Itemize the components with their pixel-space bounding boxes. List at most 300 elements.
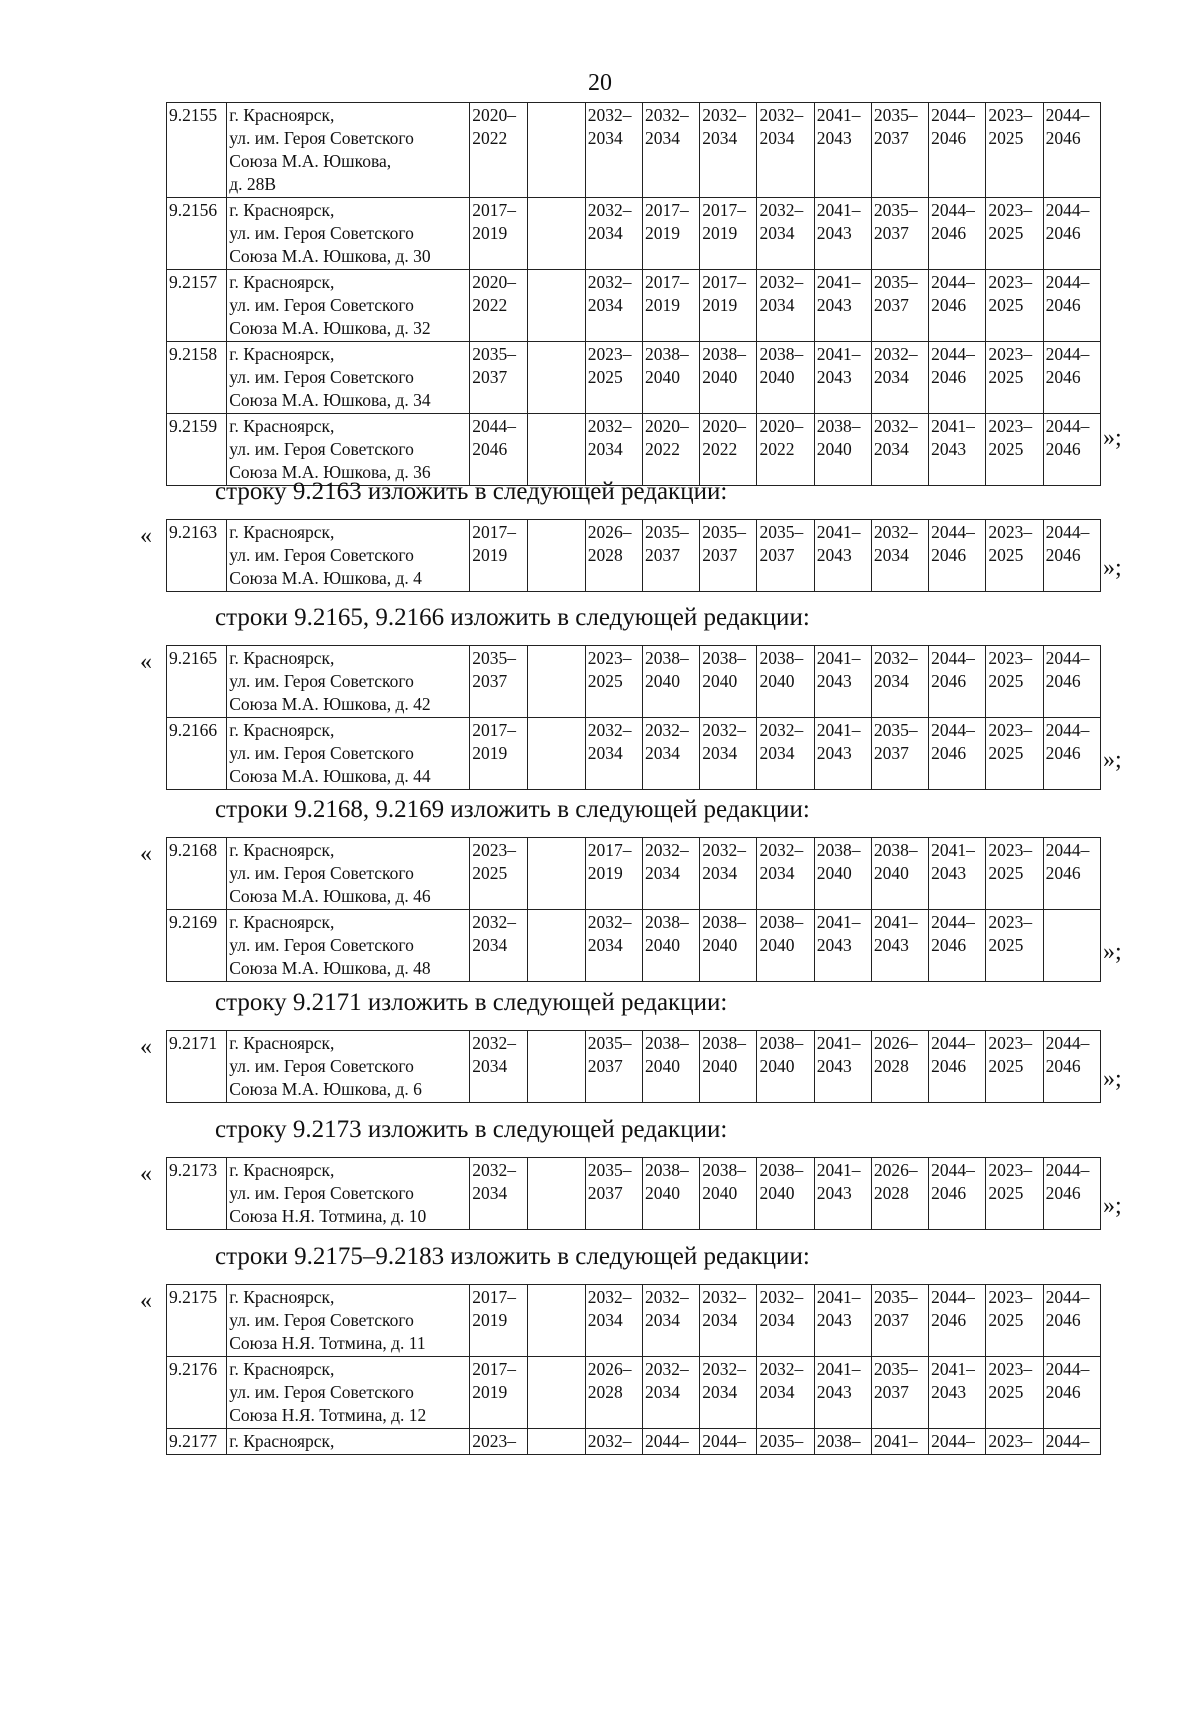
period-cell (757, 646, 814, 718)
period-line: 2038– (644, 344, 689, 364)
period-cell (470, 718, 527, 790)
close-quote: »; (1103, 939, 1122, 965)
open-quote: « (140, 1034, 152, 1060)
period-line: 2040 (644, 367, 680, 387)
period-line: 2041– (816, 1033, 861, 1053)
period-line: 2038– (816, 416, 861, 436)
address-cell (227, 1429, 470, 1455)
period-line: 2023– (988, 720, 1033, 740)
close-quote: »; (1103, 555, 1122, 581)
period-cell (470, 103, 527, 198)
period-line: 2032– (587, 105, 632, 125)
period-cell (585, 1429, 642, 1455)
row-number: 9.2176 (167, 1357, 227, 1429)
period-line: 2017– (472, 720, 517, 740)
period-line: 2020– (644, 416, 689, 436)
empty-cell (527, 414, 585, 486)
period-line: 2035– (587, 1033, 632, 1053)
period-line: 2032– (759, 272, 804, 292)
period-line: 2032– (644, 720, 689, 740)
address-line: г. Красноярск, (229, 1160, 335, 1180)
period-cell (814, 838, 871, 910)
address-line: г. Красноярск, (229, 522, 335, 542)
period-line: 2034 (587, 1310, 623, 1330)
empty-cell (527, 646, 585, 718)
period-line: 2043 (816, 295, 852, 315)
period-line: 2019 (587, 863, 623, 883)
period-cell (470, 646, 527, 718)
period-line: 2023– (988, 1287, 1033, 1307)
period-cell (585, 1357, 642, 1429)
period-cell (986, 718, 1043, 790)
period-cell (700, 646, 757, 718)
empty-cell (527, 1158, 585, 1230)
period-line: 2041– (931, 1359, 975, 1379)
period-line: 2022 (472, 128, 508, 148)
address-line: г. Красноярск, (229, 1033, 335, 1053)
period-line: 2043 (816, 671, 852, 691)
period-line: 2023– (988, 840, 1033, 860)
period-line: 2035– (873, 1287, 918, 1307)
period-line: 2022 (644, 439, 680, 459)
section-heading: строки 9.2165, 9.2166 изложить в следующей редакции: (215, 604, 810, 631)
section-heading: строки 9.2175–9.2183 изложить в следующей редакции: (215, 1243, 810, 1270)
period-cell (470, 1158, 527, 1230)
period-line: 2025 (988, 367, 1024, 387)
period-line: 2032– (702, 720, 746, 740)
period-cell (700, 838, 757, 910)
period-cell (642, 1429, 699, 1455)
period-line: 2032– (472, 1160, 517, 1180)
empty-cell (527, 718, 585, 790)
period-cell (1043, 1031, 1100, 1103)
period-line: 2046 (931, 128, 967, 148)
period-line: 2044– (1045, 1287, 1090, 1307)
period-cell (700, 1031, 757, 1103)
address-line: г. Красноярск, (229, 840, 335, 860)
period-line: 2025 (988, 935, 1024, 955)
period-cell (986, 198, 1043, 270)
address-line: ул. им. Героя Советского (229, 863, 414, 883)
empty-cell (527, 1357, 585, 1429)
period-line: 2041– (816, 1359, 861, 1379)
period-cell (700, 1357, 757, 1429)
period-cell (757, 1031, 814, 1103)
address-line: г. Красноярск, (229, 416, 335, 436)
period-line: 2022 (702, 439, 738, 459)
period-cell (1043, 1357, 1100, 1429)
period-line: 2023– (988, 648, 1033, 668)
period-line: 2037 (873, 295, 909, 315)
address-cell (227, 414, 470, 486)
period-line: 2038– (759, 1160, 804, 1180)
period-line: 2023– (988, 416, 1033, 436)
period-cell (470, 1285, 527, 1357)
period-line: 2044– (1045, 1160, 1090, 1180)
period-cell (700, 342, 757, 414)
period-line: 2044– (931, 1431, 975, 1451)
period-line: 2025 (988, 128, 1024, 148)
period-line: 2046 (1045, 671, 1081, 691)
period-line: 2041– (873, 1431, 918, 1451)
period-cell (585, 270, 642, 342)
period-line: 2034 (873, 671, 909, 691)
period-cell (814, 198, 871, 270)
period-cell (470, 838, 527, 910)
period-line: 2032– (644, 840, 689, 860)
amendment-table (166, 519, 1101, 592)
period-cell (871, 1031, 928, 1103)
period-line: 2035– (759, 1431, 804, 1451)
period-line: 2046 (1045, 1183, 1081, 1203)
period-line: 2046 (472, 439, 508, 459)
period-line: 2034 (644, 1310, 680, 1330)
period-line: 2034 (873, 545, 909, 565)
period-line: 2034 (873, 439, 909, 459)
period-line: 2046 (931, 1310, 967, 1330)
period-line: 2040 (759, 367, 795, 387)
period-cell (757, 718, 814, 790)
period-cell (757, 342, 814, 414)
period-line: 2035– (873, 272, 918, 292)
period-line: 2019 (644, 223, 680, 243)
address-cell (227, 838, 470, 910)
period-line: 2026– (873, 1033, 918, 1053)
period-cell (986, 1031, 1043, 1103)
period-line: 2040 (759, 1183, 795, 1203)
period-line: 2040 (702, 1183, 738, 1203)
period-line: 2032– (873, 344, 918, 364)
period-line: 2034 (759, 863, 795, 883)
period-cell (470, 414, 527, 486)
page-number: 20 (588, 70, 612, 96)
period-cell (700, 910, 757, 982)
period-cell (871, 718, 928, 790)
period-cell (929, 910, 986, 982)
period-cell (871, 1357, 928, 1429)
period-line: 2017– (644, 272, 689, 292)
address-line: Союза М.А. Юшкова, д. 30 (229, 246, 431, 266)
address-line: ул. им. Героя Советского (229, 545, 414, 565)
period-line: 2035– (873, 105, 918, 125)
period-line: 2022 (472, 295, 508, 315)
period-line: 2044– (1045, 522, 1090, 542)
period-line: 2023– (988, 272, 1033, 292)
period-cell (871, 103, 928, 198)
period-line: 2034 (702, 1310, 738, 1330)
address-line: г. Красноярск, (229, 648, 335, 668)
period-cell (871, 342, 928, 414)
period-cell (929, 414, 986, 486)
period-cell (871, 838, 928, 910)
row-number: 9.2175 (167, 1285, 227, 1357)
period-cell (814, 646, 871, 718)
address-line: г. Красноярск, (229, 720, 335, 740)
period-cell (585, 520, 642, 592)
period-cell (814, 1031, 871, 1103)
period-line: 2037 (759, 545, 795, 565)
period-line: 2046 (931, 671, 967, 691)
period-cell (929, 718, 986, 790)
period-line: 2026– (587, 1359, 632, 1379)
period-line: 2032– (644, 1287, 689, 1307)
period-line: 2037 (873, 1310, 909, 1330)
period-line: 2017– (702, 272, 746, 292)
period-line: 2041– (816, 200, 861, 220)
period-cell (642, 1285, 699, 1357)
period-line: 2044– (931, 720, 975, 740)
period-line: 2038– (702, 1160, 746, 1180)
period-line: 2046 (931, 545, 967, 565)
period-line: 2044– (1045, 1359, 1090, 1379)
row-number: 9.2158 (167, 342, 227, 414)
period-line: 2023– (587, 648, 632, 668)
address-cell (227, 1158, 470, 1230)
row-number: 9.2157 (167, 270, 227, 342)
period-line: 2043 (816, 1056, 852, 1076)
period-line: 2046 (1045, 1382, 1081, 1402)
period-line: 2025 (988, 863, 1024, 883)
table-row (167, 1357, 1101, 1429)
period-line: 2038– (644, 648, 689, 668)
period-line: 2037 (587, 1183, 623, 1203)
period-line: 2035– (873, 200, 918, 220)
period-line: 2025 (988, 545, 1024, 565)
period-line: 2041– (931, 840, 975, 860)
period-line: 2025 (988, 671, 1024, 691)
period-line: 2032– (759, 720, 804, 740)
period-line: 2032– (472, 912, 517, 932)
period-cell (929, 646, 986, 718)
period-line: 2023– (988, 200, 1033, 220)
period-line: 2043 (931, 1382, 967, 1402)
period-cell (585, 1285, 642, 1357)
address-line: г. Красноярск, (229, 1431, 335, 1451)
period-line: 2032– (759, 1359, 804, 1379)
period-line: 2046 (931, 935, 967, 955)
period-cell (929, 1429, 986, 1455)
period-line: 2034 (644, 128, 680, 148)
period-line: 2032– (587, 720, 632, 740)
period-line: 2020– (472, 105, 517, 125)
period-line: 2035– (644, 522, 689, 542)
period-line: 2043 (816, 1310, 852, 1330)
period-cell (986, 1285, 1043, 1357)
period-line: 2032– (587, 416, 632, 436)
period-line: 2025 (587, 367, 623, 387)
period-line: 2034 (587, 223, 623, 243)
period-cell (814, 103, 871, 198)
period-line: 2023– (988, 1359, 1033, 1379)
address-line: ул. им. Героя Советского (229, 935, 414, 955)
address-line: Союза М.А. Юшкова, (229, 151, 392, 171)
period-cell (642, 198, 699, 270)
period-cell (871, 646, 928, 718)
period-line: 2025 (988, 1056, 1024, 1076)
period-cell (814, 520, 871, 592)
period-cell (585, 103, 642, 198)
period-cell (871, 520, 928, 592)
period-line: 2019 (472, 545, 508, 565)
period-line: 2037 (644, 545, 680, 565)
address-line: ул. им. Героя Советского (229, 295, 414, 315)
period-cell (1043, 103, 1100, 198)
address-line: ул. им. Героя Советского (229, 1183, 414, 1203)
period-cell (1043, 414, 1100, 486)
address-line: г. Красноярск, (229, 105, 335, 125)
open-quote: « (140, 1161, 152, 1187)
period-line: 2025 (988, 439, 1024, 459)
period-cell (871, 270, 928, 342)
period-line: 2041– (816, 272, 861, 292)
period-line: 2032– (702, 1359, 746, 1379)
period-line: 2044– (931, 648, 975, 668)
period-cell (700, 1429, 757, 1455)
section-heading: строки 9.2168, 9.2169 изложить в следующей редакции: (215, 796, 810, 823)
period-line: 2046 (1045, 1310, 1081, 1330)
address-line: ул. им. Героя Советского (229, 1310, 414, 1330)
amendment-table (166, 1157, 1101, 1230)
period-line: 2034 (702, 743, 738, 763)
period-line: 2034 (759, 743, 795, 763)
period-line: 2041– (816, 720, 861, 740)
period-cell (871, 414, 928, 486)
period-line: 2041– (816, 344, 861, 364)
period-line: 2026– (873, 1160, 918, 1180)
period-cell (700, 1285, 757, 1357)
period-line: 2023– (988, 522, 1033, 542)
period-cell (700, 718, 757, 790)
period-line: 2046 (931, 1183, 967, 1203)
empty-cell (527, 270, 585, 342)
period-cell (986, 1158, 1043, 1230)
period-line: 2038– (873, 840, 918, 860)
period-line: 2034 (587, 935, 623, 955)
period-cell (757, 103, 814, 198)
address-cell (227, 718, 470, 790)
address-cell (227, 103, 470, 198)
period-line: 2034 (587, 439, 623, 459)
period-cell (986, 646, 1043, 718)
period-line: 2044– (931, 105, 975, 125)
table-row (167, 1429, 1101, 1455)
period-line: 2044– (931, 1160, 975, 1180)
address-line: г. Красноярск, (229, 200, 335, 220)
table-row (167, 414, 1101, 486)
period-cell (585, 414, 642, 486)
address-cell (227, 520, 470, 592)
row-number: 9.2155 (167, 103, 227, 198)
period-cell (929, 342, 986, 414)
period-cell (585, 1031, 642, 1103)
period-line: 2041– (816, 1160, 861, 1180)
table-row (167, 718, 1101, 790)
period-line: 2044– (1045, 416, 1090, 436)
period-cell (814, 1357, 871, 1429)
period-line: 2046 (1045, 367, 1081, 387)
table-row (167, 1285, 1101, 1357)
period-cell (986, 270, 1043, 342)
period-line: 2046 (1045, 545, 1081, 565)
period-cell (871, 1285, 928, 1357)
period-line: 2041– (816, 522, 861, 542)
period-cell (642, 1158, 699, 1230)
period-cell (642, 270, 699, 342)
period-line: 2019 (472, 223, 508, 243)
period-cell (929, 270, 986, 342)
period-cell (642, 646, 699, 718)
period-cell (642, 342, 699, 414)
period-line: 2035– (702, 522, 746, 542)
period-cell (757, 838, 814, 910)
amendment-table (166, 1284, 1101, 1455)
period-line: 2034 (702, 863, 738, 883)
period-cell (642, 414, 699, 486)
period-line: 2028 (587, 545, 623, 565)
address-cell (227, 1357, 470, 1429)
period-line: 2019 (644, 295, 680, 315)
period-line: 2034 (587, 743, 623, 763)
period-line: 2037 (702, 545, 738, 565)
period-cell (642, 910, 699, 982)
address-cell (227, 646, 470, 718)
period-line: 2025 (988, 295, 1024, 315)
address-line: ул. им. Героя Советского (229, 671, 414, 691)
period-line: 2017– (472, 522, 517, 542)
period-line: 2044– (931, 912, 975, 932)
period-line: 2044– (931, 1287, 975, 1307)
period-line: 2040 (702, 935, 738, 955)
period-line: 2044– (931, 1033, 975, 1053)
period-line: 2043 (816, 545, 852, 565)
period-cell (814, 414, 871, 486)
period-line: 2040 (644, 1183, 680, 1203)
period-line: 2034 (759, 1310, 795, 1330)
period-line: 2034 (472, 935, 508, 955)
period-line: 2034 (873, 367, 909, 387)
period-cell (585, 1158, 642, 1230)
period-line: 2038– (702, 648, 746, 668)
period-line: 2046 (931, 295, 967, 315)
period-line: 2019 (472, 743, 508, 763)
period-cell (814, 1285, 871, 1357)
period-cell (871, 1158, 928, 1230)
period-line: 2038– (816, 1431, 861, 1451)
period-line: 2017– (644, 200, 689, 220)
period-line: 2020– (759, 416, 804, 436)
period-line: 2041– (816, 912, 861, 932)
address-line: Союза М.А. Юшкова, д. 44 (229, 766, 431, 786)
table-row (167, 103, 1101, 198)
period-line: 2040 (759, 1056, 795, 1076)
period-cell (1043, 270, 1100, 342)
period-line: 2044– (1045, 1431, 1090, 1451)
period-line: 2032– (587, 200, 632, 220)
period-cell (642, 103, 699, 198)
period-cell (700, 198, 757, 270)
row-number: 9.2171 (167, 1031, 227, 1103)
period-cell (470, 198, 527, 270)
table-row (167, 910, 1101, 982)
period-cell (1043, 342, 1100, 414)
address-line: д. 28В (229, 174, 277, 194)
period-line: 2041– (931, 416, 975, 436)
period-line: 2025 (988, 1183, 1024, 1203)
period-cell (700, 270, 757, 342)
amendment-table (166, 837, 1101, 982)
open-quote: « (140, 649, 152, 675)
period-line: 2038– (759, 648, 804, 668)
